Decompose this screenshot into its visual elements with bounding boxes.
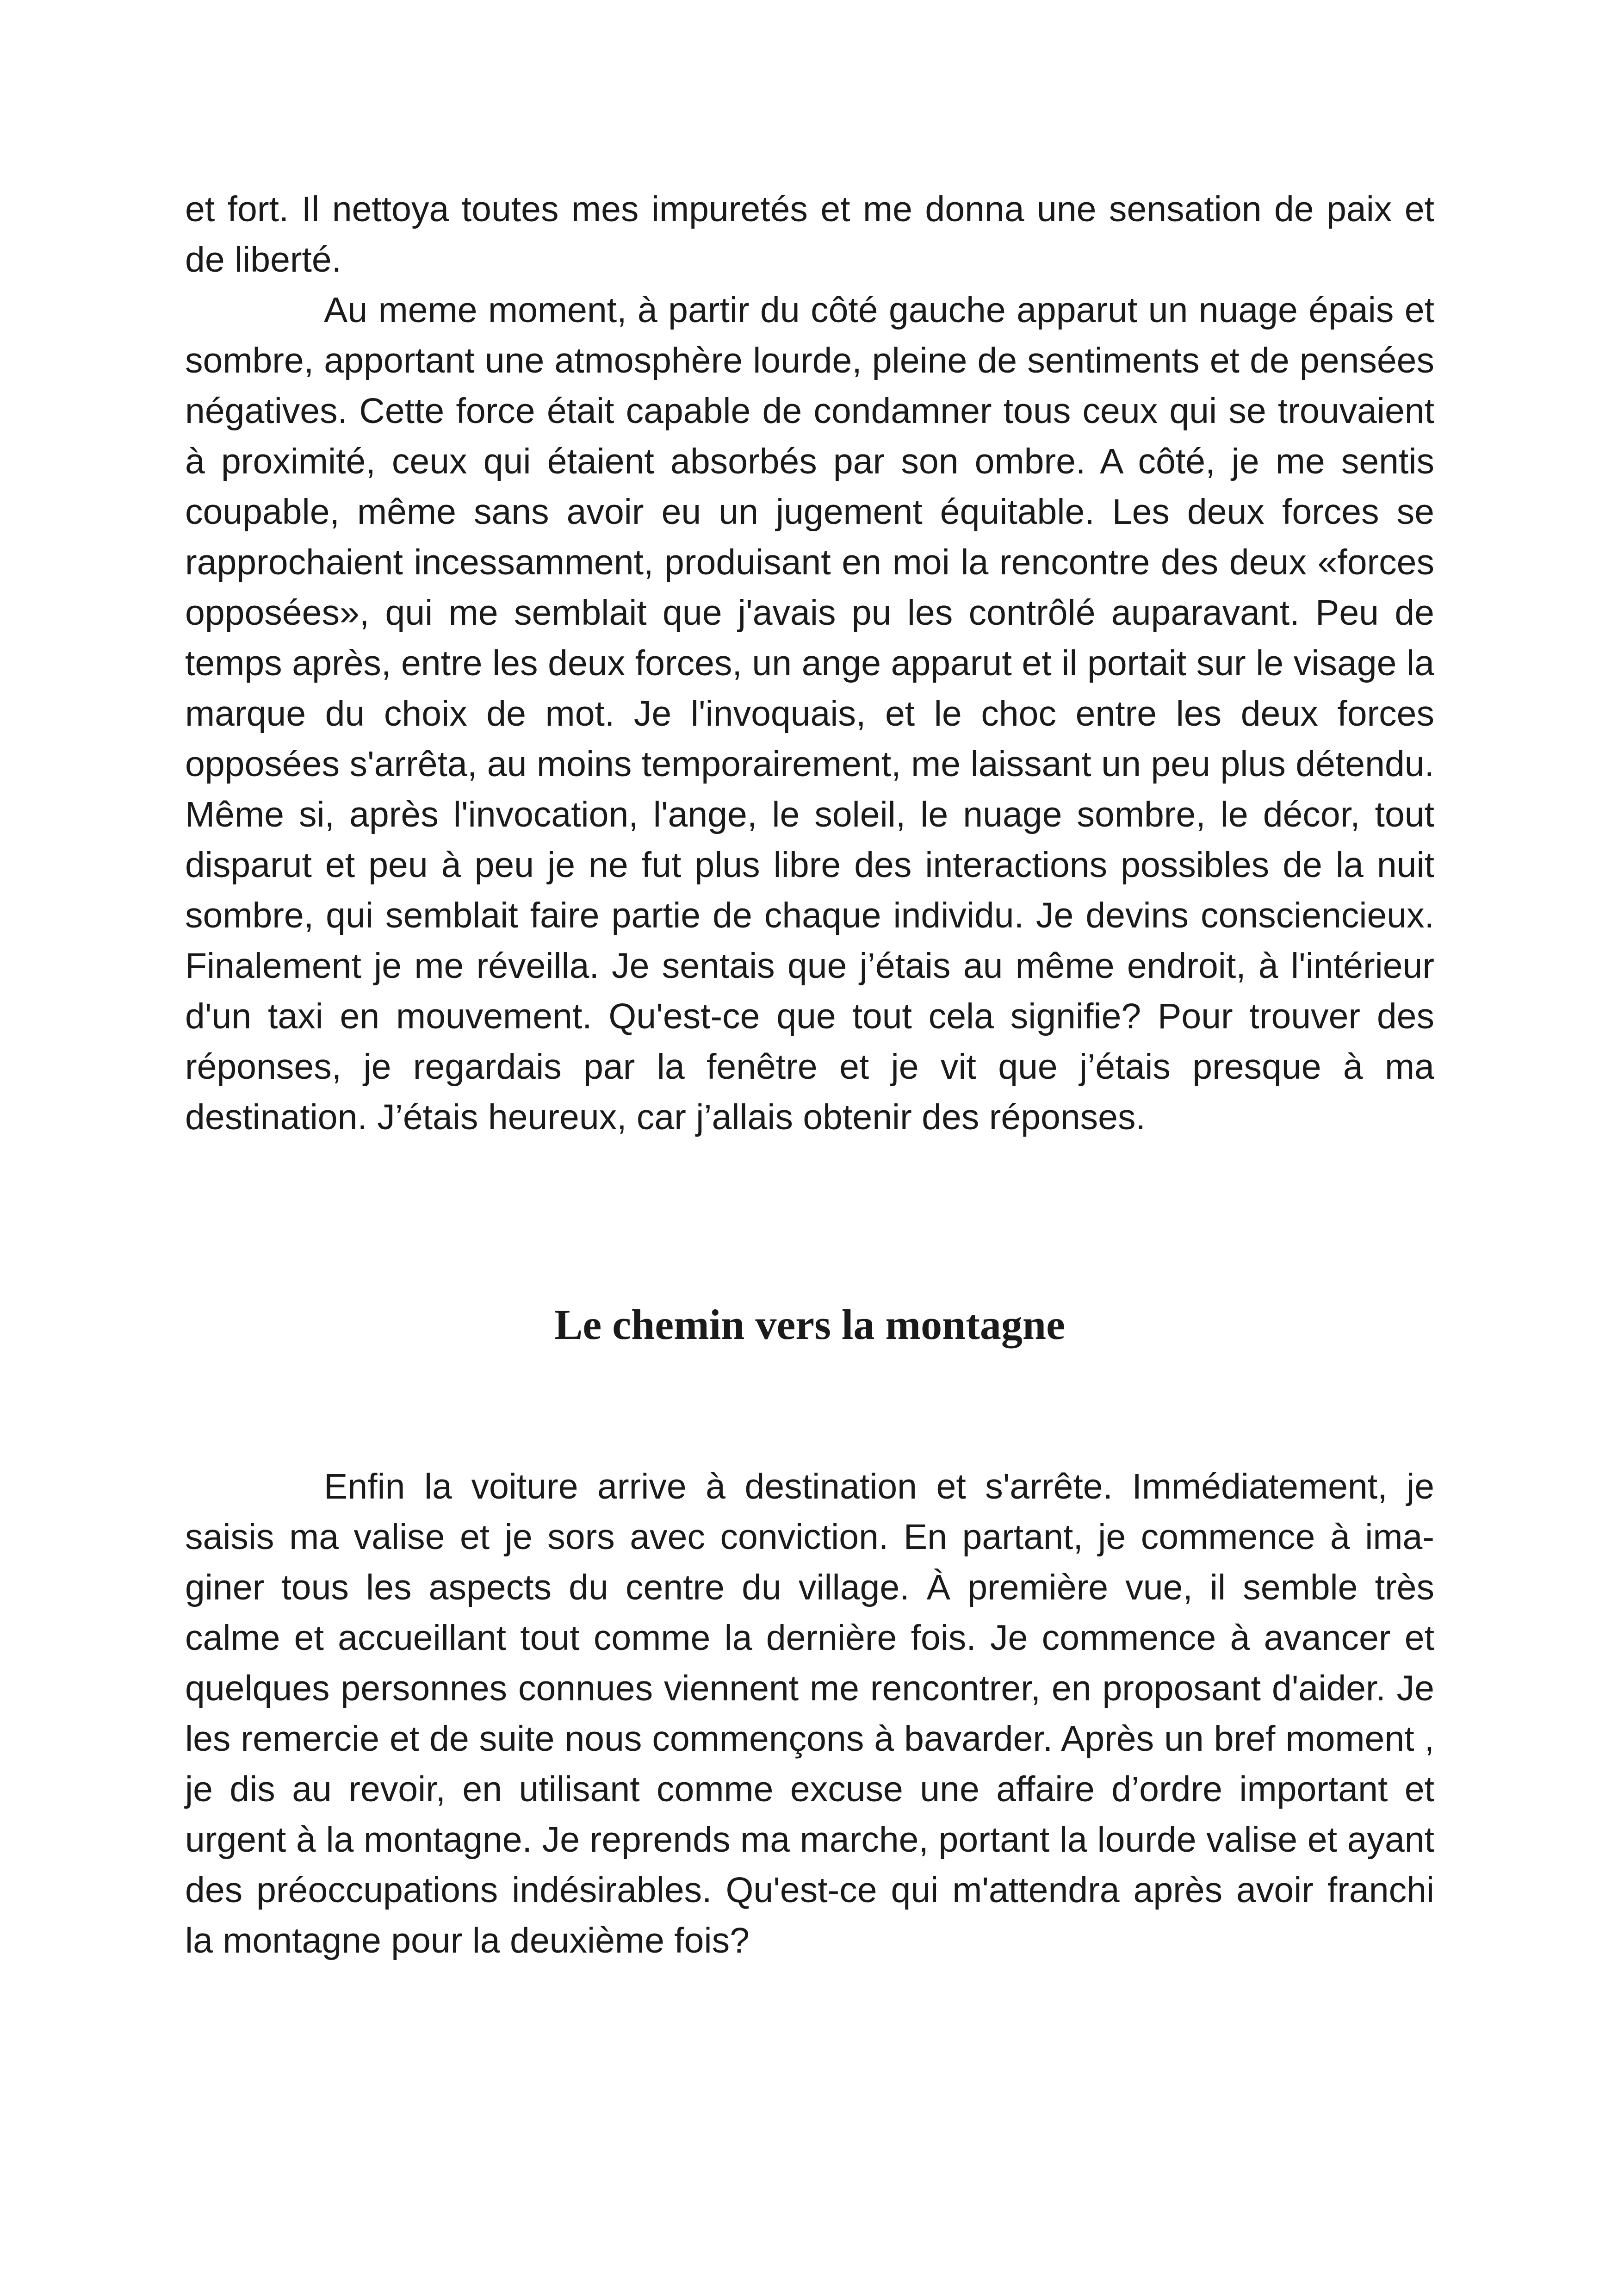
chapter-title: Le chemin vers la montagne: [554, 1301, 1065, 1348]
continuation-paragraph: et fort. Il nettoya toutes mes impuretés et me donna une sensation de paix et de liberté.: [185, 189, 1434, 280]
section-2: [185, 1462, 1434, 1966]
body-paragraph: Au meme moment, à partir du côté gauche apparut un nuage épais et sombre, apportant une atmosphère lourde, pleine de sentiments et de pensées négatives. Cette force était capable de condamner tous ceux qui se trouvaient à proximité, ceux qui étaient absorbés par son ombre. A côté, je me sentis coupable, même sans avoir eu un jugement équitable. Les deux forces se rapprochaient incessamment, produisant en moi la rencontre des deux «forces opposées», qui me semblait que j'avais pu les contrôlé auparavant. Peu de temps après, entre les deux forces, un ange apparut et il portait sur le visage la marque du choix de mot. Je l'invoquais, et le choc entre les deux forces opposées s'arrêta, au moins temporairement, me laissant un peu plus détendu. Même si, après l'invocation, l'ange, le soleil, le nuage sombre, le décor, tout disparut et peu à peu je ne fut plus libre des interactions possibles de la nuit sombre, qui semblait faire partie de chaque individu. Je devins consciencieux. Finalement je me réveilla. Je sentais que j’étais au même endroit, à l'intérieur d'un taxi en mouvement. Qu'est-ce que tout cela signifie? Pour trouver des réponses, je regardais par la fenêtre et je vit que j’étais presque à ma destination. J’étais heureux, car j’allais obtenir des réponses.: [185, 290, 1434, 1137]
body-paragraph: Enfin la voiture arrive à destination et s'arrête. Immédiatement, je saisis ma valise et je sors avec conviction. En partant, je commence à imaginer tous les aspects du centre du village. À première vue, il semble très calme et accueillant tout comme la dernière fois. Je commence à avancer et quelques personnes connues viennent me rencontrer, en proposant d'aider. Je les remercie et de suite nous commençons à bavarder. Après un bref moment , je dis au revoir, en utilisant comme excuse une affaire d’ordre important et urgent à la montagne. Je reprends ma marche, portant la lourde valise et ayant des préoccupations indésirables. Qu'est-ce qui m'attendra après avoir franchi la montagne pour la deuxième fois?: [185, 1467, 1434, 1960]
section-1: [185, 184, 1434, 1143]
